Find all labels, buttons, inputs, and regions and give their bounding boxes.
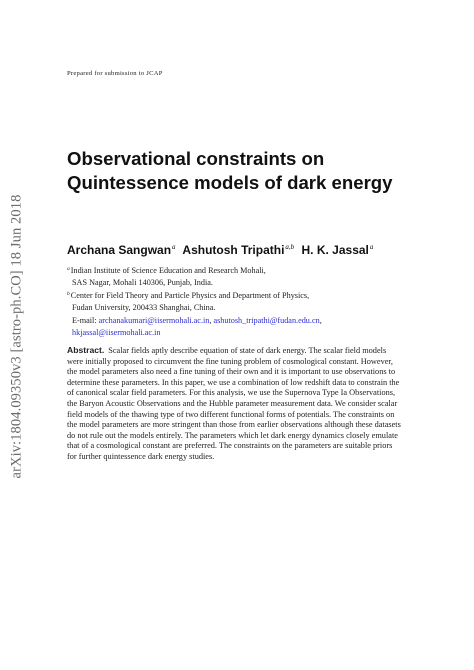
- author-affiliation-mark: a: [172, 243, 176, 251]
- arxiv-identifier-text: arXiv:1804.09350v3 [astro-ph.CO] 18 Jun 2018: [8, 194, 25, 478]
- abstract-line: were initially proposed to circumvent the fine tuning problem of cosmological constant. However,: [67, 356, 393, 366]
- affiliation-line: Indian Institute of Science Education and Research Mohali,: [70, 266, 266, 275]
- affiliation-line: Fudan University, 200433 Shanghai, China.: [72, 302, 216, 312]
- author-affiliation-mark: a,b: [285, 243, 295, 251]
- affiliation-mark: b: [67, 291, 70, 297]
- email-block: E-mail: archanakumari@iisermohali.ac.in, ashutosh_tripathi@fudan.edu.cn, hkjassal@iisermohali.ac.in: [72, 316, 322, 337]
- title-line: Observational constraints on: [67, 148, 325, 169]
- author-affiliation-mark: a: [369, 243, 374, 251]
- email-link[interactable]: ashutosh_tripathi@fudan.edu.cn: [213, 316, 320, 325]
- author-name: Archana Sangwan: [67, 243, 172, 257]
- submission-note: Prepared for submission to JCAP: [67, 70, 163, 77]
- arxiv-identifier: [10, 181, 24, 491]
- affiliation: [67, 264, 266, 288]
- abstract: [67, 345, 407, 463]
- affiliation: [67, 289, 309, 313]
- title-line: Quintessence models of dark energy: [67, 172, 393, 193]
- abstract-line: the model parameters also need a fine tuning of their own and it is important to use observations to: [67, 367, 396, 377]
- abstract-label: Abstract.: [67, 345, 105, 355]
- abstract-line: of canonical scalar field parameters. For this analysis, we use the Supernova Type Ia Observations,: [67, 388, 396, 398]
- author-list: [67, 243, 377, 257]
- affiliation-line: Center for Field Theory and Particle Physics and Department of Physics,: [70, 291, 310, 300]
- abstract-line: field models of the thawing type of two different functional forms of potentials. The constraints on: [67, 409, 395, 419]
- email-link[interactable]: archanakumari@iisermohali.ac.in: [98, 316, 210, 325]
- abstract-line: do not rule out the models entirely. The parameters which let dark energy dynamics closely emulate: [67, 430, 398, 440]
- author-name: H. K. Jassal: [301, 243, 369, 257]
- abstract-line: the Baryon Acoustic Observations and the Hubble parameter measurement data. We consider scalar: [67, 398, 398, 408]
- abstract-line: determine these parameters. In this paper, we use a combination of low redshift data to constrain the: [67, 377, 400, 387]
- affiliation-mark: a: [67, 266, 70, 272]
- email-link[interactable]: hkjassal@iisermohali.ac.in: [72, 327, 161, 337]
- email-label: E-mail:: [72, 316, 97, 325]
- affiliation-line: SAS Nagar, Mohali 140306, Punjab, India.: [72, 277, 213, 287]
- abstract-line: the model parameters are more stringent than those from earlier observations although these datasets: [67, 420, 401, 430]
- author: [302, 243, 374, 257]
- abstract-line: that of a cosmological constant are preferred. The constraints on the parameters are suitable priors: [67, 441, 393, 451]
- author: [182, 243, 294, 257]
- abstract-line: for further quintessence dark energy studies.: [67, 451, 215, 461]
- author: [67, 243, 176, 257]
- author-name: Ashutosh Tripathi: [182, 243, 285, 257]
- paper-title: [67, 147, 397, 195]
- abstract-line: Scalar fields aptly describe equation of state of dark energy. The scalar field models: [108, 346, 387, 355]
